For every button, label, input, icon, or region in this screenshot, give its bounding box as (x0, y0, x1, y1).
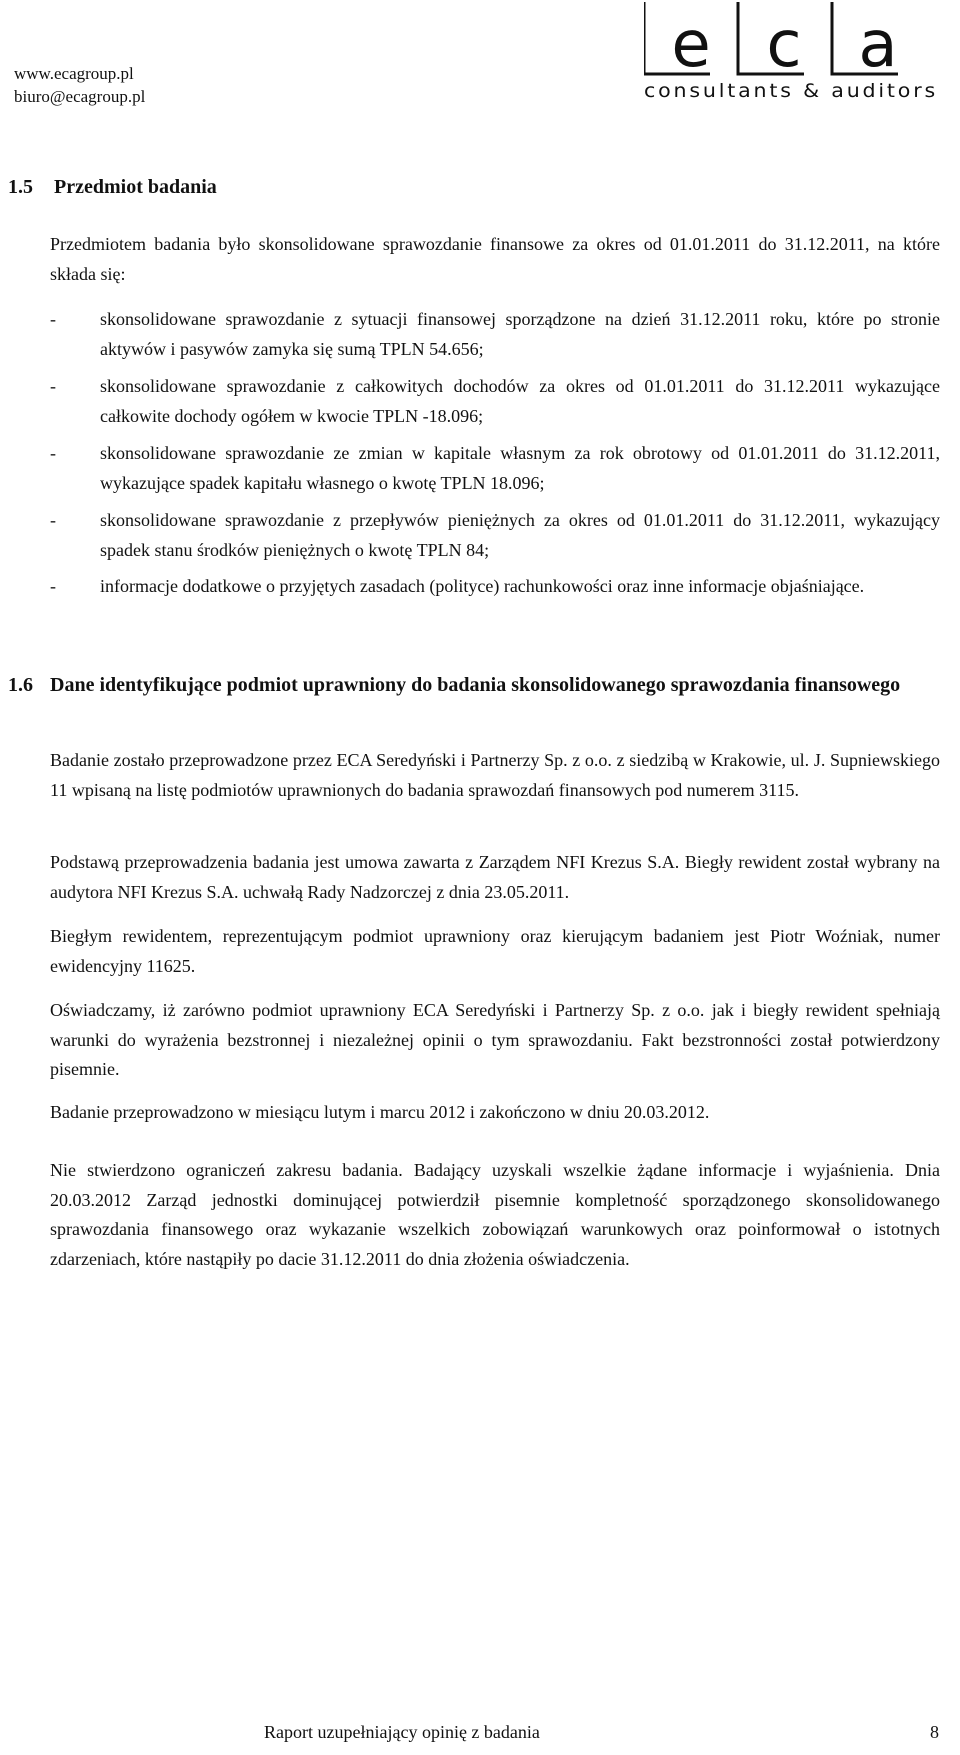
list-dash: - (50, 376, 56, 396)
section-title: Przedmiot badania (54, 176, 217, 198)
list-dash: - (50, 443, 56, 463)
section-heading-1-6 (8, 671, 940, 700)
section-intro: Przedmiotem badania było skonsolidowane sprawozdanie finansowe za okres od 01.01.2011 do 31.12.2011, na które składa się: (50, 234, 940, 284)
paragraph: Badanie zostało przeprowadzone przez ECA Seredyński i Partnerzy Sp. z o.o. z siedzibą w Krakowie, ul. J. Supniewskiego 11 wpisaną na listę podmiotów uprawnionych do badania sprawozdań finansowych pod numerem 3115. (50, 750, 940, 800)
logo-letter-c: c (766, 8, 802, 82)
email-link[interactable]: biuro@ecagroup.pl (14, 87, 146, 106)
logo-letter-e: e (671, 8, 711, 82)
footer-title: Raport uzupełniający opinię z badania (264, 1722, 540, 1742)
eca-logo (644, 2, 944, 108)
page-number: 8 (930, 1722, 939, 1742)
list-item-text: skonsolidowane sprawozdanie z całkowitych dochodów za okres od 01.01.2011 do 31.12.2011 wykazujące całkowite dochody ogółem w kwocie TPLN -18.096; (100, 376, 940, 426)
list-item (50, 572, 940, 602)
paragraph: Podstawą przeprowadzenia badania jest umowa zawarta z Zarządem NFI Krezus S.A. Biegły rewident został wybrany na audytora NFI Krezus S.A. uchwałą Rady Nadzorczej z dnia 23.05.2011. (50, 852, 940, 902)
list-item (50, 506, 940, 565)
list-item-text: skonsolidowane sprawozdanie z przepływów pieniężnych za okres od 01.01.2011 do 31.12.2011, wykazujący spadek stanu środków pieniężnych o kwotę TPLN 84; (100, 510, 940, 560)
list-item-text: skonsolidowane sprawozdanie ze zmian w kapitale własnym za rok obrotowy od 01.01.2011 do 31.12.2011, wykazujące spadek kapitału własnego o kwotę TPLN 18.096; (100, 443, 940, 493)
section-title: Dane identyfikujące podmiot uprawniony do badania skonsolidowanego sprawozdania finansowego (50, 674, 901, 696)
section-number: 1.5 (8, 176, 33, 198)
paragraph: Oświadczamy, iż zarówno podmiot uprawniony ECA Seredyński i Partnerzy Sp. z o.o. jak i biegły rewident spełniają warunki do wyrażenia bezstronnej i niezależnej opinii o tym sprawozdaniu. Fakt bezstronności został potwierdzony pisemnie. (50, 1000, 940, 1079)
list-item (50, 305, 940, 364)
list-item-text: skonsolidowane sprawozdanie z sytuacji finansowej sporządzone na dzień 31.12.2011 roku, które po stronie aktywów i pasywów zamyka się sumą TPLN 54.656; (100, 309, 940, 359)
paragraph: Biegłym rewidentem, reprezentującym podmiot uprawniony oraz kierującym badaniem jest Piotr Woźniak, numer ewidencyjny 11625. (50, 926, 940, 976)
list-dash: - (50, 309, 56, 329)
logo-tagline: consultants & auditors (644, 80, 938, 102)
paragraph: Nie stwierdzono ograniczeń zakresu badania. Badający uzyskali wszelkie żądane informacje i wyjaśnienia. Dnia 20.03.2012 Zarząd jednostki dominującej potwierdził pisemnie kompletność sporządzonego skonsolidowanego sprawozdania finansowego oraz wykazanie wszelkich zobowiązań warunkowych oraz poinformował o istotnych zdarzeniach, które nastąpiły po dacie 31.12.2011 do dnia złożenia oświadczenia. (50, 1160, 940, 1269)
section-heading-1-5 (8, 176, 217, 199)
website-link[interactable]: www.ecagroup.pl (14, 64, 134, 83)
section-number: 1.6 (8, 674, 33, 696)
paragraph: Badanie przeprowadzono w miesiącu lutym i marcu 2012 i zakończono w dniu 20.03.2012. (50, 1102, 710, 1122)
list-dash: - (50, 510, 56, 530)
list-dash: - (50, 576, 56, 596)
list-item-text: informacje dodatkowe o przyjętych zasadach (polityce) rachunkowości oraz inne informacje objaśniające. (100, 576, 865, 596)
logo-letter-a: a (858, 8, 898, 82)
list-item (50, 372, 940, 431)
header-contact (14, 62, 145, 108)
list-item (50, 439, 940, 498)
